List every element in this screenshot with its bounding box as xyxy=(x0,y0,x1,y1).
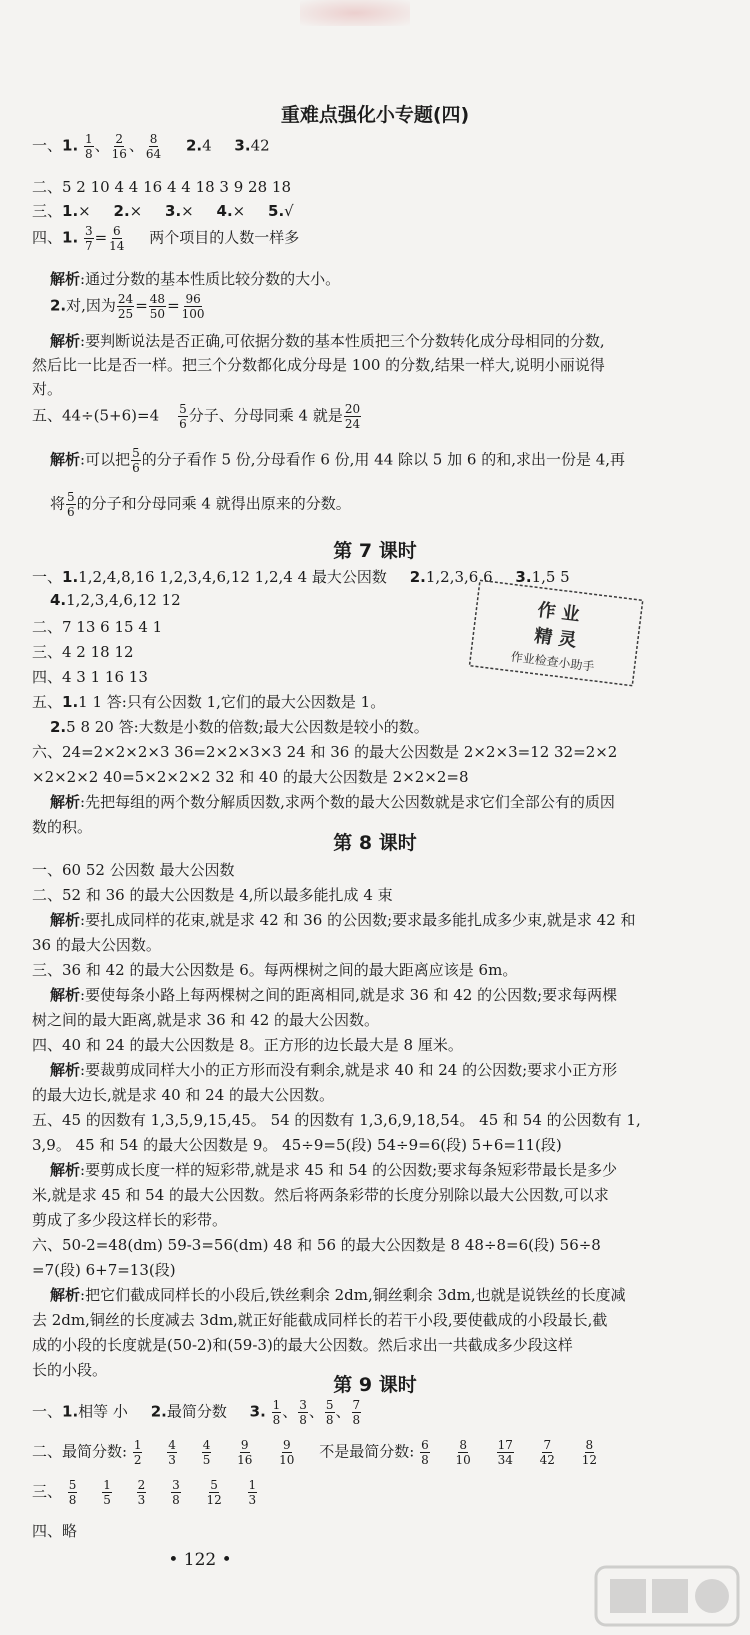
analysis-line: 的最大边长,就是求 40 和 24 的最大公因数。 xyxy=(32,1086,335,1104)
answer-line: ×2×2×2 40=5×2×2×2 32 和 40 的最大公因数是 2×2×2=8 xyxy=(32,768,469,786)
analysis-line: 解析:先把每组的两个数分解质因数,求两个数的最大公因数就是求它们全部公有的质因 xyxy=(50,793,615,811)
fraction: $\frac{5}{6}$ xyxy=(179,402,187,431)
analysis-line: 解析:把它们截成同样长的小段后,铁丝剩余 2dm,铜丝剩余 3dm,也就是说铁丝的长度减 xyxy=(50,1286,626,1304)
answer-line: 二、5 2 10 4 4 16 4 4 18 3 9 28 18 xyxy=(32,178,291,196)
answer-line: 4.1,2,3,4,6,12 12 xyxy=(50,591,181,609)
fraction: $\frac{5}{6}$ xyxy=(132,446,140,475)
answer-line: 2.5 8 20 答:大数是小数的倍数;最大公因数是较小的数。 xyxy=(50,718,429,736)
fraction: $\frac{6}{14}$ xyxy=(109,224,125,253)
section-title: 第 8 课时 xyxy=(333,832,417,854)
fraction: $\frac{4}{3}$ xyxy=(168,1438,176,1467)
stamp-line3: 作业检查小助手 xyxy=(510,649,596,674)
analysis-line: 米,就是求 45 和 54 的最大公因数。然后将两条彩带的长度分别除以最大公因数,可以求 xyxy=(32,1186,609,1204)
fraction: $\frac{9}{10}$ xyxy=(279,1438,295,1467)
fraction: $\frac{5}{12}$ xyxy=(206,1478,222,1507)
fraction: $\frac{1}{3}$ xyxy=(248,1478,257,1507)
answer-line: 三、1.× 2.× 3.× 4.× 5.√ xyxy=(32,202,294,220)
answer-line: 六、24=2×2×2×3 36=2×2×3×3 24 和 36 的最大公因数是 2×2×3=12 32=2×2 xyxy=(32,743,618,761)
fraction: $\frac{1}{5}$ xyxy=(103,1478,111,1507)
section-title: 第 9 课时 xyxy=(333,1374,417,1396)
answer-line: 三、 $\frac{5}{8}$ $\frac{1}{5}$ $\frac{2}{3}$ $\frac{3}{8}$ $\frac{5}{12}$ $\frac{1}{3}$ xyxy=(32,1478,257,1507)
fraction: $\frac{1}{2}$ xyxy=(133,1438,142,1467)
answer-line: 三、4 2 18 12 xyxy=(32,643,134,661)
answer-line: 六、50-2=48(dm) 59-3=56(dm) 48 和 56 的最大公因数是 8 48÷8=6(段) 56÷8 xyxy=(32,1236,601,1254)
section-title: 第 7 课时 xyxy=(333,540,417,562)
answer-line: 3,9。 45 和 54 的最大公因数是 9。 45÷9=5(段) 54÷9=6(段) 5+6=11(段) xyxy=(32,1136,562,1154)
analysis-line: 树之间的最大距离,就是求 36 和 42 的最大公因数。 xyxy=(32,1011,380,1029)
analysis-line: 剪成了多少段这样长的彩带。 xyxy=(32,1211,228,1229)
analysis-line: 成的小段的长度就是(50-2)和(59-3)的最大公因数。然后求出一共截成多少段这样 xyxy=(32,1336,573,1354)
fraction: $\frac{1}{8}$ xyxy=(84,132,93,161)
fraction: $\frac{3}{7}$ xyxy=(84,224,93,253)
answer-line: =7(段) 6+7=13(段) xyxy=(32,1261,176,1279)
watermark-logo xyxy=(592,1561,742,1631)
analysis-line: 去 2dm,铜丝的长度减去 3dm,就正好能截成同样长的若干小段,要使截成的小段最长,截 xyxy=(32,1311,608,1329)
fraction: $\frac{4}{5}$ xyxy=(202,1438,211,1467)
analysis-line: 解析:要判断说法是否正确,可依据分数的基本性质把三个分数转化成分母相同的分数, xyxy=(50,332,605,350)
fraction: $\frac{3}{8}$ xyxy=(299,1398,307,1427)
fraction: $\frac{8}{64}$ xyxy=(145,132,162,161)
homework-stamp xyxy=(463,574,650,695)
fraction: $\frac{8}{10}$ xyxy=(455,1438,471,1467)
answer-line: 一、60 52 公因数 最大公因数 xyxy=(32,861,235,879)
fraction: $\frac{3}{8}$ xyxy=(172,1478,180,1507)
analysis-line: 解析:要剪成长度一样的短彩带,就是求 45 和 54 的公因数;要求每条短彩带最长是多少 xyxy=(50,1161,618,1179)
analysis-line: 将 $\frac{5}{6}$ 的分子和分母同乘 4 就得出原来的分数。 xyxy=(50,490,351,519)
fraction: $\frac{24}{25}$ xyxy=(117,292,134,321)
stamp-line1: 作 业 xyxy=(536,599,581,626)
fraction: $\frac{1}{8}$ xyxy=(272,1398,281,1427)
analysis-line: 然后比一比是否一样。把三个分数都化成分母是 100 的分数,结果一样大,说明小丽说得 xyxy=(32,356,605,374)
answer-line: 一、1. $\frac{1}{8}$ 、 $\frac{2}{16}$ 、 $\frac{8}{64}$ 2.4 3.42 xyxy=(32,132,270,161)
answer-line: 四、40 和 24 的最大公因数是 8。正方形的边长最大是 8 厘米。 xyxy=(32,1036,463,1054)
analysis-line: 数的积。 xyxy=(32,818,93,836)
page-number: • 122 • xyxy=(168,1550,232,1570)
answer-line: 四、1. $\frac{3}{7}$ = $\frac{6}{14}$ 两个项目的人数一样多 xyxy=(32,224,300,253)
analysis-line: 解析:要使每条小路上每两棵树之间的距离相同,就是求 36 和 42 的公因数;要求每两棵 xyxy=(50,986,618,1004)
section-title: 重难点强化小专题(四) xyxy=(280,104,470,126)
stamp-line2: 精 灵 xyxy=(533,625,578,652)
analysis-line: 36 的最大公因数。 xyxy=(32,936,161,954)
answer-line: 二、最简分数: $\frac{1}{2}$ $\frac{4}{3}$ $\frac{4}{5}$ $\frac{9}{16}$ $\frac{9}{10}$ 不是最简分数: $\frac{6}{8}$ $\frac{8}{10}$ $\frac{17}{34}$ $\frac{7}{42}$ $\frac{8}{12}$ xyxy=(32,1438,597,1467)
answer-line: 二、7 13 6 15 4 1 xyxy=(32,618,163,636)
analysis-line: 解析:通过分数的基本性质比较分数的大小。 xyxy=(50,270,341,288)
answer-line: 2.对,因为 $\frac{24}{25}$ = $\frac{48}{50}$ = $\frac{96}{100}$ xyxy=(50,292,205,321)
analysis-line: 解析:可以把 $\frac{5}{6}$ 的分子看作 5 份,分母看作 6 份,用 44 除以 5 加 6 的和,求出一份是 4,再 xyxy=(50,446,626,475)
fraction: $\frac{7}{8}$ xyxy=(352,1398,361,1427)
fraction: $\frac{8}{12}$ xyxy=(581,1438,597,1467)
fraction: $\frac{96}{100}$ xyxy=(181,292,205,321)
fraction: $\frac{9}{16}$ xyxy=(237,1438,253,1467)
answer-line: 三、36 和 42 的最大公因数是 6。每两棵树之间的最大距离应该是 6m。 xyxy=(32,961,518,979)
fraction: $\frac{5}{8}$ xyxy=(68,1478,77,1507)
answer-line: 一、1.相等 小 2.最简分数 3. $\frac{1}{8}$ 、 $\frac{3}{8}$ 、 $\frac{5}{8}$ 、 $\frac{7}{8}$ xyxy=(32,1398,361,1427)
analysis-line: 解析:要扎成同样的花束,就是求 42 和 36 的公因数;要求最多能扎成多少束,就是求 42 和 xyxy=(50,911,636,929)
fraction: $\frac{17}{34}$ xyxy=(497,1438,513,1467)
answer-line: 二、52 和 36 的最大公因数是 4,所以最多能扎成 4 束 xyxy=(32,886,393,904)
answer-line: 五、44÷(5+6)=4 $\frac{5}{6}$ 分子、分母同乘 4 就是 $\frac{20}{24}$ xyxy=(32,402,361,431)
fraction: $\frac{5}{8}$ xyxy=(325,1398,334,1427)
fraction: $\frac{2}{3}$ xyxy=(137,1478,146,1507)
fraction: $\frac{7}{42}$ xyxy=(539,1438,555,1467)
red-smudge xyxy=(300,0,410,26)
answer-line: 四、略 xyxy=(32,1522,78,1540)
answer-line: 五、45 的因数有 1,3,5,9,15,45。 54 的因数有 1,3,6,9,18,54。 45 和 54 的公因数有 1, xyxy=(32,1111,641,1129)
answer-line: 一、1.1,2,4,8,16 1,2,3,4,6,12 1,2,4 4 最大公因数 2.1,2,3,6 6 3.1,5 5 xyxy=(32,568,570,586)
fraction: $\frac{20}{24}$ xyxy=(344,402,361,431)
fraction: $\frac{6}{8}$ xyxy=(421,1438,429,1467)
answer-line: 四、4 3 1 16 13 xyxy=(32,668,148,686)
analysis-line: 长的小段。 xyxy=(32,1361,108,1379)
analysis-line: 解析:要裁剪成同样大小的正方形而没有剩余,就是求 40 和 24 的公因数;要求小正方形 xyxy=(50,1061,618,1079)
fraction: $\frac{48}{50}$ xyxy=(149,292,166,321)
fraction: $\frac{2}{16}$ xyxy=(111,132,127,161)
answer-line: 五、1.1 1 答:只有公因数 1,它们的最大公因数是 1。 xyxy=(32,693,386,711)
analysis-line: 对。 xyxy=(32,380,63,398)
fraction: $\frac{5}{6}$ xyxy=(67,490,75,519)
